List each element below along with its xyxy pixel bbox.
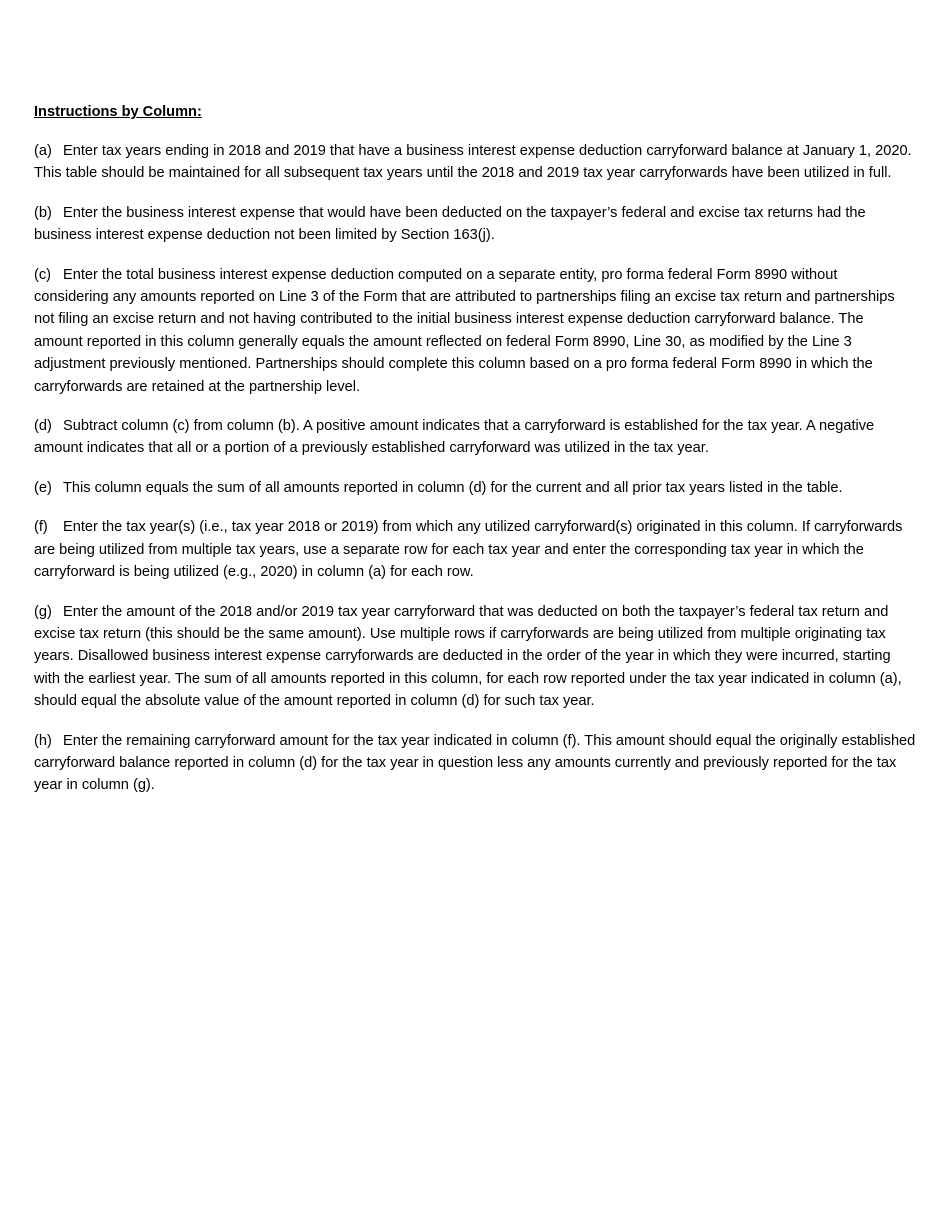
instruction-item-b bbox=[34, 202, 916, 247]
instructions-section bbox=[34, 101, 916, 814]
instruction-text: Subtract column (c) from column (b). A positive amount indicates that a carryforward is established for the tax year. A negative amount indicates that all or a portion of a previously established carryforward was utilized in the tax year. bbox=[34, 418, 875, 457]
column-letter: (a) bbox=[34, 143, 52, 159]
instruction-item-c bbox=[34, 264, 916, 398]
instruction-text: This column equals the sum of all amounts reported in column (d) for the current and all prior tax years listed in the table. bbox=[63, 479, 843, 496]
instruction-item-g bbox=[34, 601, 916, 713]
instruction-item-e bbox=[34, 477, 916, 499]
instruction-text: Enter the remaining carryforward amount for the tax year indicated in column (f). This amount should equal the originally established carryforward balance reported in column (d) for the tax year in question less any amounts currently and previously reported for the tax year in column (g). bbox=[34, 732, 916, 794]
section-heading: Instructions by Column: bbox=[34, 104, 202, 120]
column-letter: (b) bbox=[34, 204, 52, 221]
instruction-item-d bbox=[34, 415, 916, 460]
column-letter: (c) bbox=[34, 266, 52, 283]
instruction-text: Enter the tax year(s) (i.e., tax year 2018 or 2019) from which any utilized carryforward(s) originated in this column. If carryforwards are being utilized from multiple tax years, use a separate row for each tax year and enter the corresponding tax year in which the carryforward is being utilized (e.g., 2020) in column (a) for each row. bbox=[34, 519, 903, 581]
column-letter: (g) bbox=[34, 603, 52, 620]
instruction-text: Enter the business interest expense that would have been deducted on the taxpayer’s federal and excise tax returns had the business interest expense deduction not been limited by Section 163(j). bbox=[34, 204, 866, 244]
instruction-text: Enter the amount of the 2018 and/or 2019 tax year carryforward that was deducted on both the taxpayer’s federal tax return and excise tax return (this should be the same amount). Use multiple rows if carryforwards are being utilized from multiple originating tax years. Disallowed business interest expense carryforwards are deducted in the order of the year in which they were incurred, starting with the earliest year. The sum of all amounts reported in this column, for each row reported under the tax year indicated in column (a), should equal the absolute value of the amount reported in column (d) for such tax year. bbox=[34, 603, 902, 710]
column-letter: (d) bbox=[34, 418, 52, 435]
column-letter: (h) bbox=[34, 732, 52, 749]
instruction-item-a bbox=[34, 140, 916, 185]
instruction-text: Enter tax years ending in 2018 and 2019 that have a business interest expense deduction carryforward balance at January 1, 2020. This table should be maintained for all subsequent tax years until the 2018 and 2019 tax year carryforwards have been utilized in full. bbox=[34, 143, 912, 182]
instruction-item-f bbox=[34, 516, 916, 583]
instruction-text: Enter the total business interest expense deduction computed on a separate entity, pro forma federal Form 8990 without considering any amounts reported on Line 3 of the Form that are attributed to partnerships filing an excise tax return and partnerships not filing an excise return and not having contributed to the initial business interest expense deduction carryforward balance. The amount reported in this column generally equals the amount reflected on federal Form 8990, Line 30, as modified by the Line 3 adjustment previously mentioned. Partnerships should complete this column based on a pro forma federal Form 8990 in which the carryforwards are retained at the partnership level. bbox=[34, 266, 895, 395]
instruction-item-h bbox=[34, 730, 916, 797]
column-letter: (e) bbox=[34, 479, 52, 496]
column-letter: (f) bbox=[34, 519, 48, 536]
